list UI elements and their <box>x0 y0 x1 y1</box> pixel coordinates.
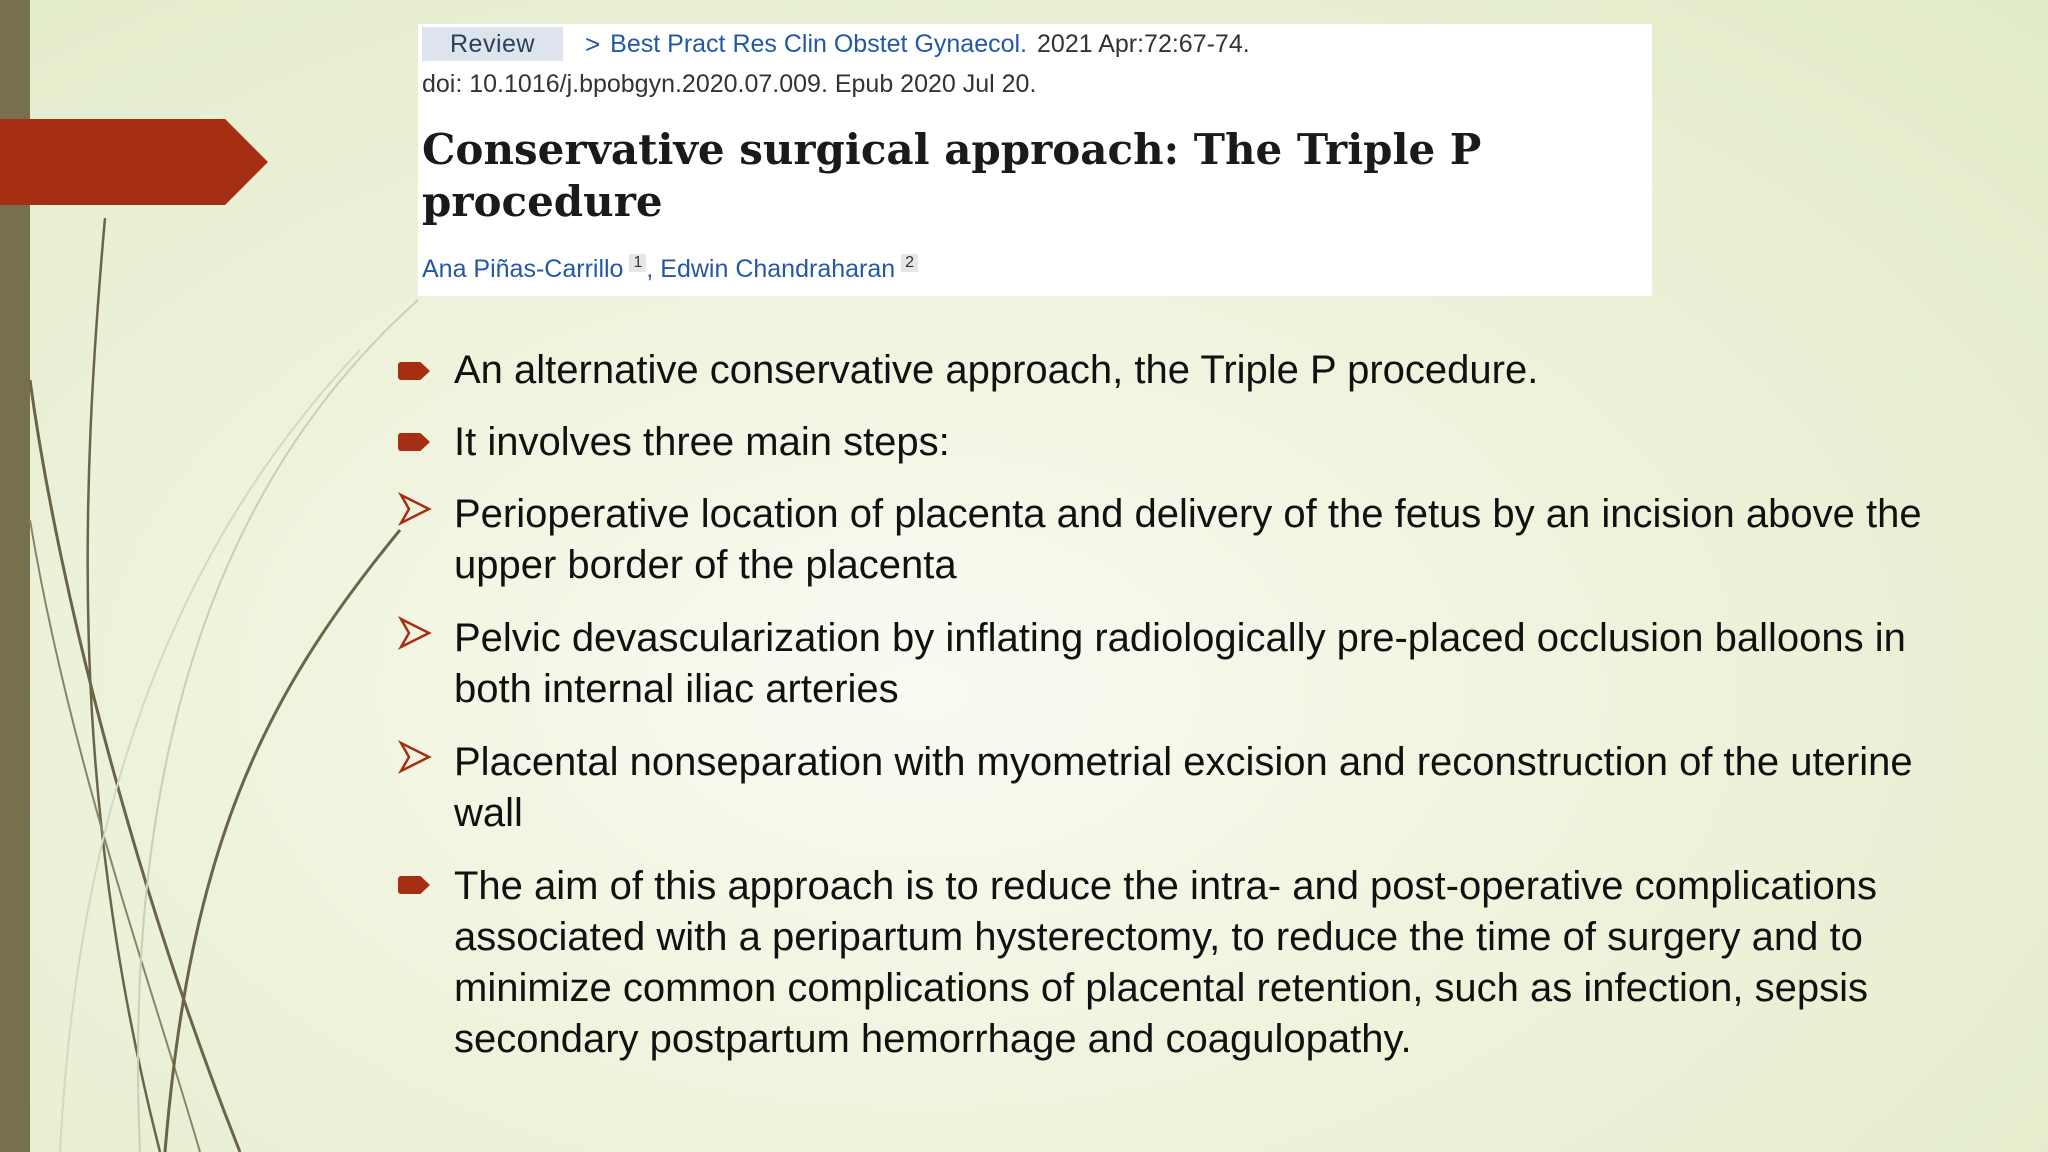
author-separator: , <box>646 255 654 283</box>
affiliation-badge[interactable]: 1 <box>629 254 646 272</box>
filled-arrow-icon <box>398 433 430 451</box>
bullet-item: Perioperative location of placenta and delivery of the fetus by an incision above the upper border of the placenta <box>454 492 1922 587</box>
doi-text: doi: 10.1016/j.bpobgyn.2020.07.009. Epub 2020 Jul 20. <box>422 70 1037 98</box>
bullet-item: An alternative conservative approach, the Triple P procedure. <box>454 348 1539 392</box>
article-title: Conservative surgical approach: The Triple P procedure <box>422 125 1482 226</box>
chevron-right-icon: > <box>584 28 601 59</box>
journal-link[interactable]: Best Pract Res Clin Obstet Gynaecol. <box>610 29 1028 58</box>
outline-arrowhead-icon <box>398 616 432 650</box>
filled-arrow-icon <box>398 362 430 380</box>
publication-date: 2021 Apr:72:67-74. <box>1037 29 1250 58</box>
outline-arrowhead-icon <box>398 740 432 774</box>
author-link[interactable]: Ana Piñas-Carrillo <box>422 255 624 283</box>
bullet-item: It involves three main steps: <box>454 420 950 464</box>
bullet-item: Pelvic devascularization by inflating radiologically pre-placed occlusion balloons in both internal iliac arteries <box>454 616 1906 711</box>
bullet-item: Placental nonseparation with myometrial excision and reconstruction of the uterine wall <box>454 740 1913 835</box>
outline-arrowhead-icon <box>398 492 432 526</box>
review-badge: Review <box>422 27 563 61</box>
affiliation-badge[interactable]: 2 <box>901 254 918 272</box>
bullet-item: The aim of this approach is to reduce the intra- and post-operative complications associated with a peripartum hysterectomy, to reduce the time of surgery and to minimize common complications of placental retention, such as infection, sepsis secondary postpartum hemorrhage and coagulopathy. <box>454 864 1877 1061</box>
author-link[interactable]: Edwin Chandraharan <box>660 255 896 283</box>
filled-arrow-icon <box>398 876 430 894</box>
